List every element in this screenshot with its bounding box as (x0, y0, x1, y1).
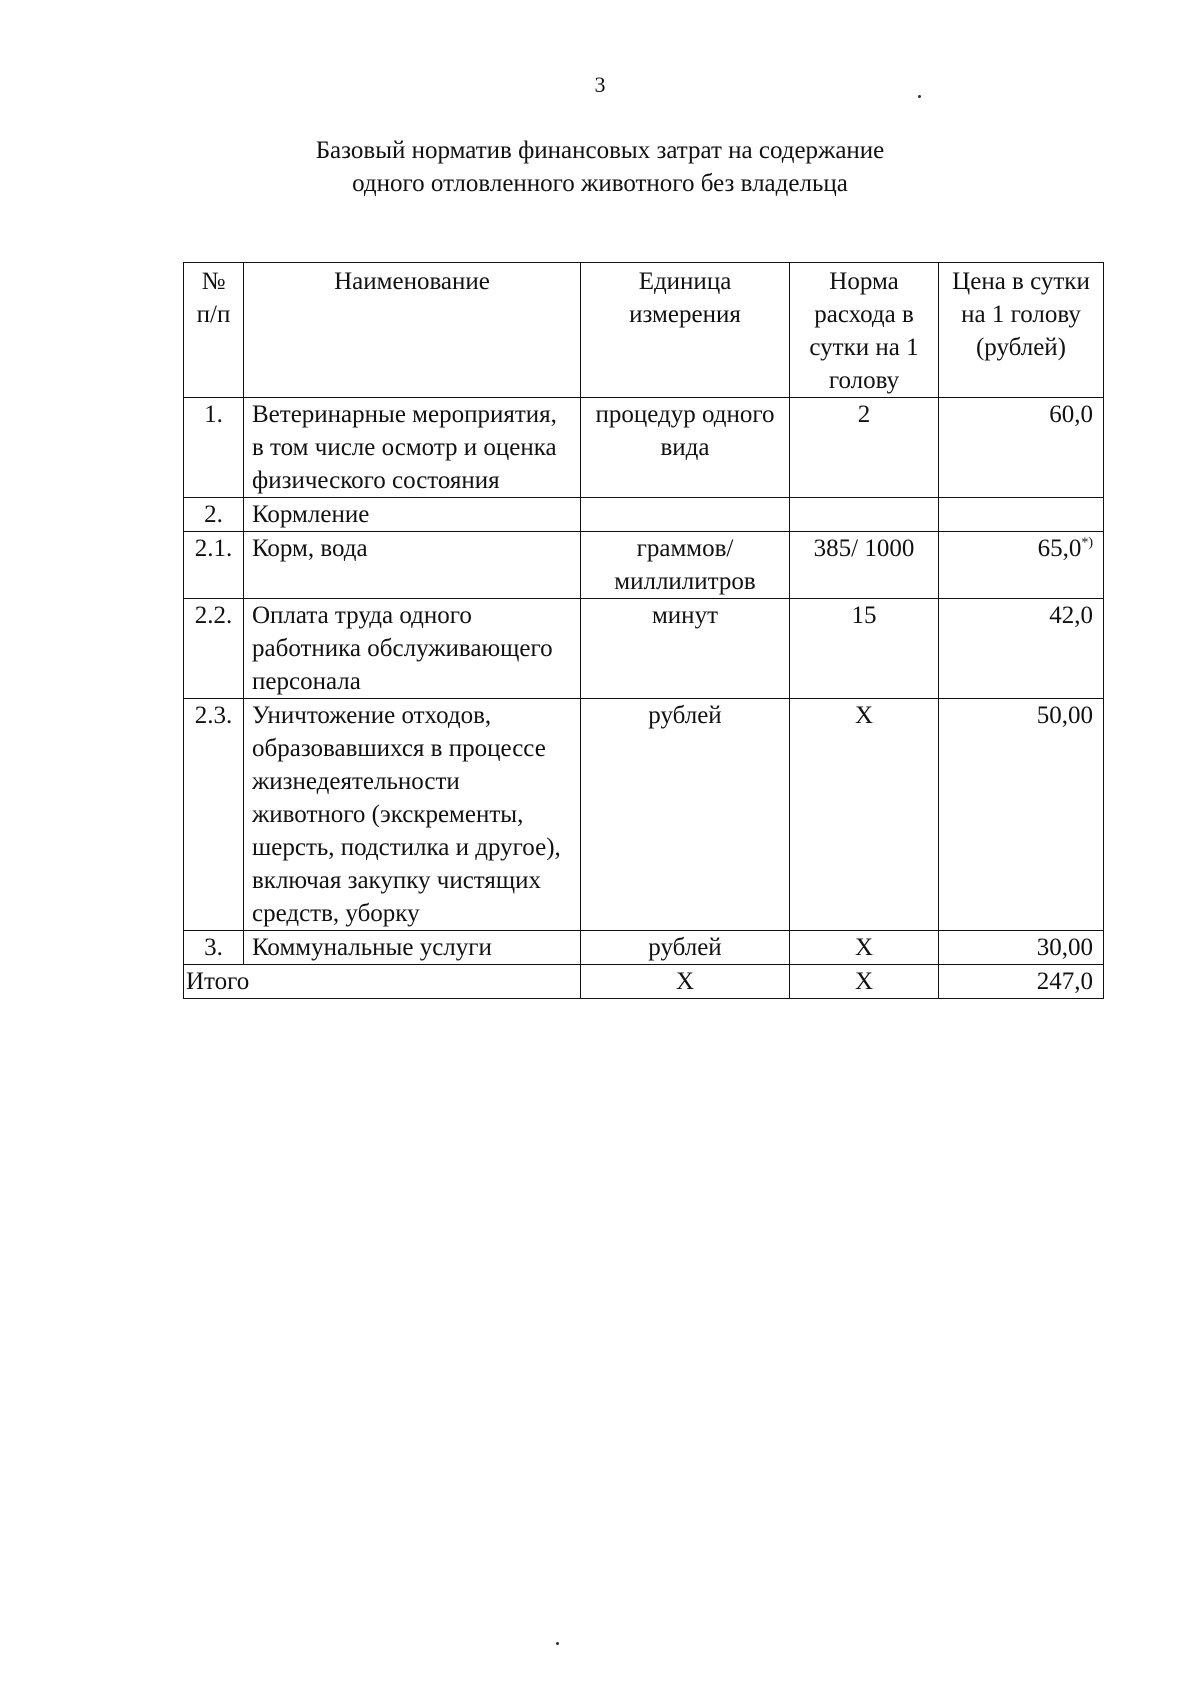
title-line-2: одного отловленного животного без владельца (352, 170, 848, 197)
table-row (184, 931, 1104, 965)
total-row (184, 965, 1104, 999)
row-rate: 15 (790, 599, 939, 699)
row-unit: рублей (581, 699, 790, 931)
price-value: 30,00 (1036, 934, 1093, 961)
document-title (0, 134, 1200, 200)
table-header-row (184, 263, 1104, 398)
row-price (939, 599, 1104, 699)
header-rate: Норма расхода в сутки на 1 голову (790, 263, 939, 398)
total-unit: X (581, 965, 790, 999)
row-rate: 385/ 1000 (790, 532, 939, 599)
cost-norm-table (183, 262, 1104, 999)
row-price (939, 699, 1104, 931)
row-unit: минут (581, 599, 790, 699)
row-unit: рублей (581, 931, 790, 965)
table-body (184, 398, 1104, 999)
header-unit: Единица измерения (581, 263, 790, 398)
total-price: 247,0 (939, 965, 1104, 999)
page-number: 3 (594, 72, 606, 97)
row-unit: граммов/ миллилитров (581, 532, 790, 599)
row-rate: 2 (790, 398, 939, 498)
row-num: 2. (184, 498, 244, 532)
header-name: Наименование (244, 263, 581, 398)
row-name: Оплата труда одного работника обслуживающего персонала (244, 599, 581, 699)
row-price (939, 931, 1104, 965)
row-price (939, 398, 1104, 498)
row-unit: процедур одного вида (581, 398, 790, 498)
header-num: № п/п (184, 263, 244, 398)
table-row (184, 599, 1104, 699)
row-num: 1. (184, 398, 244, 498)
row-name: Уничтожение отходов, образовавшихся в процессе жизнедеятельности животного (экскременты, шерсть, подстилка и другое), включая закупку чистящих средств, уборку (244, 699, 581, 931)
row-num: 2.1. (184, 532, 244, 599)
scan-speck (918, 95, 921, 98)
row-num: 2.2. (184, 599, 244, 699)
row-name: Кормление (244, 498, 581, 532)
price-value: 65,0 (1037, 535, 1082, 562)
price-value: 42,0 (1049, 602, 1093, 629)
title-line-1: Базовый норматив финансовых затрат на содержание (315, 137, 885, 164)
row-price (939, 532, 1104, 599)
total-rate: X (790, 965, 939, 999)
table-row (184, 699, 1104, 931)
row-name: Коммунальные услуги (244, 931, 581, 965)
row-num: 3. (184, 931, 244, 965)
table-row (184, 532, 1104, 599)
price-value: 60,0 (1049, 401, 1093, 428)
row-name: Корм, вода (244, 532, 581, 599)
price-value: 50,00 (1036, 702, 1093, 729)
row-price (939, 498, 1104, 532)
header-price: Цена в сутки на 1 голову (рублей) (939, 263, 1104, 398)
table-row (184, 398, 1104, 498)
row-num: 2.3. (184, 699, 244, 931)
row-unit (581, 498, 790, 532)
scan-speck (556, 1642, 559, 1645)
row-rate (790, 498, 939, 532)
table-row (184, 498, 1104, 532)
total-label: Итого (184, 965, 581, 999)
price-footnote: *) (1081, 535, 1093, 551)
row-rate: X (790, 931, 939, 965)
row-rate: X (790, 699, 939, 931)
row-name: Ветеринарные мероприятия, в том числе осмотр и оценка физического состояния (244, 398, 581, 498)
